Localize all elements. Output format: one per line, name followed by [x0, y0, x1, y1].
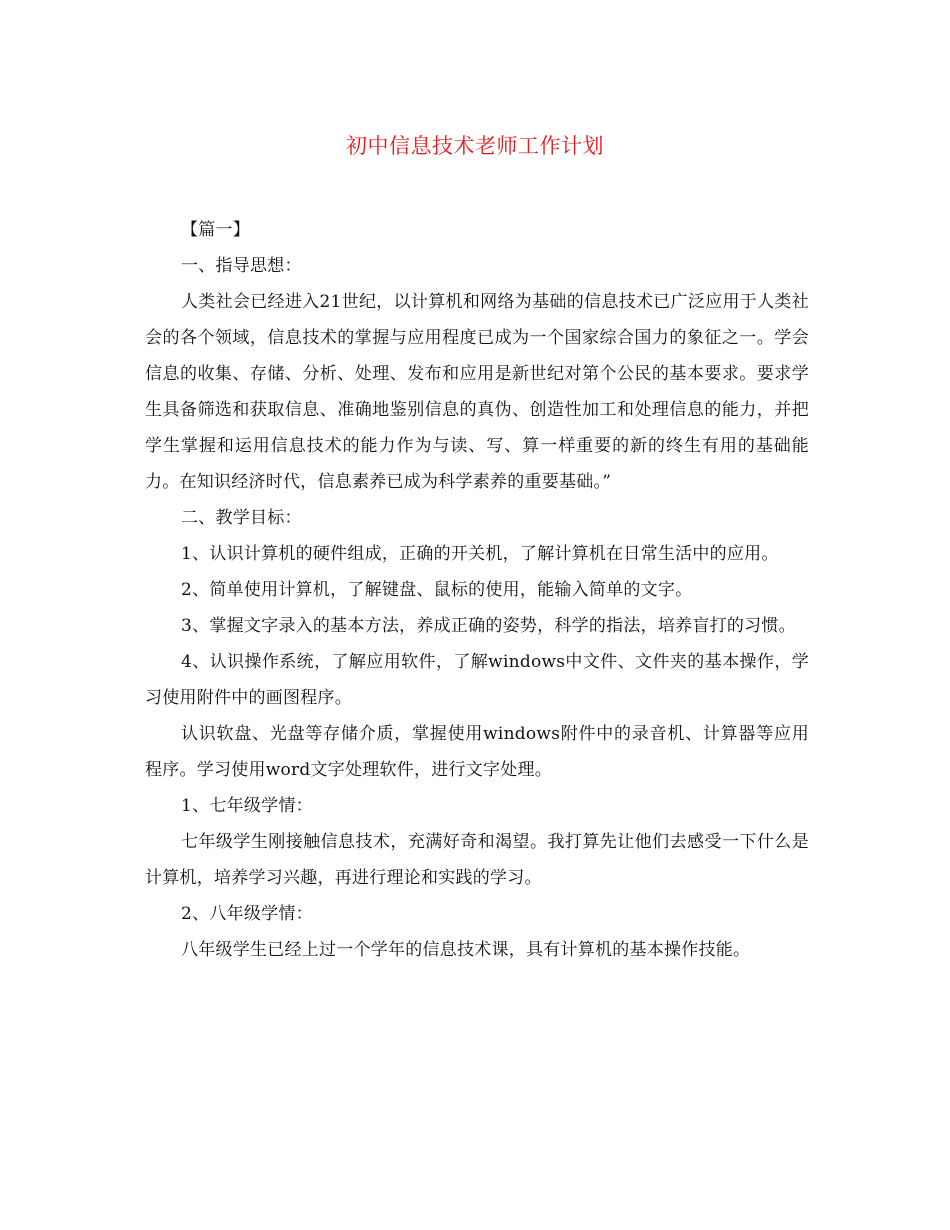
- document-body: [145, 212, 809, 968]
- goal-item-2: 2、简单使用计算机，了解键盘、鼠标的使用，能输入简单的文字。: [181, 580, 693, 600]
- section-heading-part-one: 【篇一】: [181, 220, 250, 240]
- grade-8-heading: 2、八年级学情：: [181, 904, 313, 924]
- goal-item-1: 1、认识计算机的硬件组成，正确的开关机，了解计算机在日常生活中的应用。: [181, 544, 779, 564]
- grade-7-heading: 1、七年级学情：: [181, 796, 313, 816]
- goal-item-3: 3、掌握文字录入的基本方法，养成正确的姿势，科学的指法，培养盲打的习惯。: [181, 616, 796, 636]
- goal-item-4: 4、认识操作系统，了解应用软件，了解windows中文件、文件夹的基本操作，学习使用附件中的画图程序。: [145, 652, 809, 708]
- goal-item-5: 认识软盘、光盘等存储介质，掌握使用windows附件中的录音机、计算器等应用程序。学习使用word文字处理软件，进行文字处理。: [145, 724, 809, 780]
- document-title: 初中信息技术老师工作计划: [346, 134, 604, 158]
- section-heading-guiding-idea: 一、指导思想：: [181, 256, 302, 276]
- grade-7-paragraph: 七年级学生刚接触信息技术，充满好奇和渴望。我打算先让他们去感受一下什么是计算机，培养学习兴趣，再进行理论和实践的学习。: [145, 832, 809, 888]
- grade-8-paragraph: 八年级学生已经上过一个学年的信息技术课，具有计算机的基本操作技能。: [181, 940, 751, 960]
- section-heading-teaching-goals: 二、教学目标：: [181, 508, 302, 528]
- paragraph-guiding-idea: 人类社会已经进入21世纪，以计算机和网络为基础的信息技术已广泛应用于人类社会的各个领域，信息技术的掌握与应用程度已成为一个国家综合国力的象征之一。学会信息的收集、存储、分析、处理、发布和应用是新世纪对第个公民的基本要求。要求学生具备筛选和获取信息、准确地鉴别信息的真伪、创造性加工和处理信息的能力，并把学生掌握和运用信息技术的能力作为与读、写、算一样重要的新的终生有用的基础能力。在知识经济时代，信息素养已成为科学素养的重要基础。”: [145, 292, 809, 492]
